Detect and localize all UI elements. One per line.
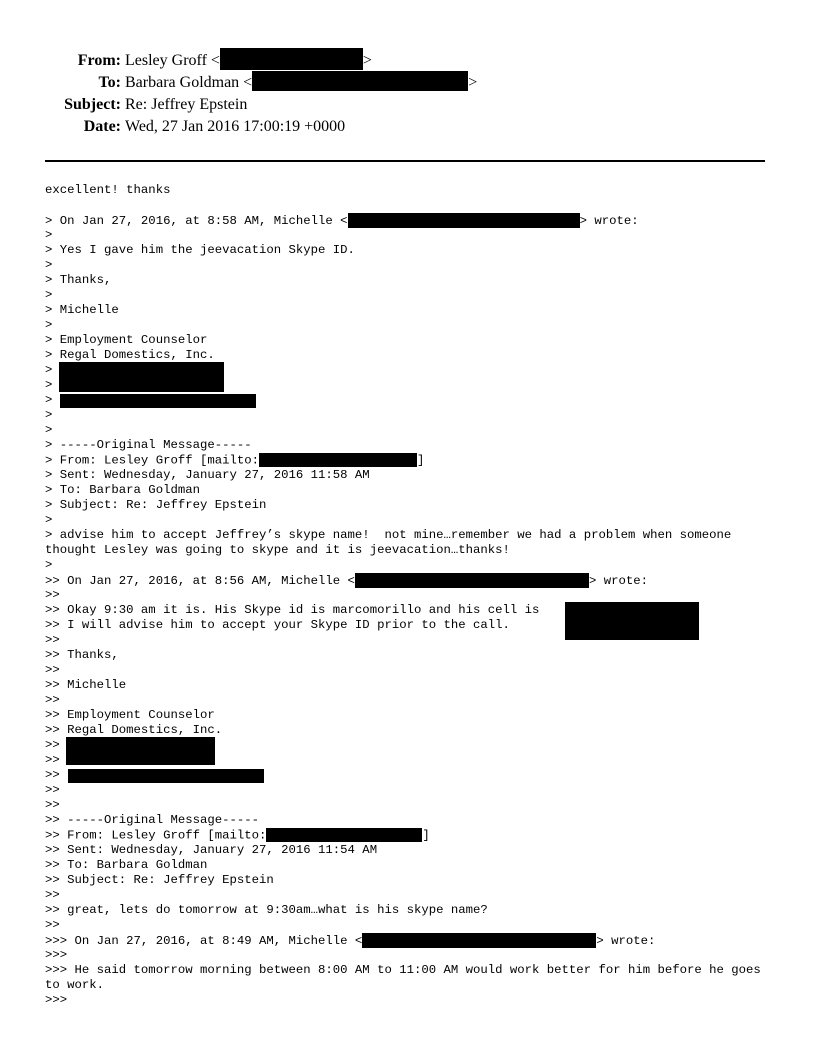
body-line: >> To: Barbara Goldman <box>45 858 208 872</box>
body-line: > <box>45 408 53 422</box>
body-line: > <box>45 228 53 242</box>
subject-value: Re: Jeffrey Epstein <box>125 96 248 113</box>
body-line: >> Thanks, <box>45 648 119 662</box>
body-line: >> <box>45 888 60 902</box>
redaction-box <box>259 453 417 467</box>
body-line: >> From: Lesley Groff [mailto: ] <box>45 828 430 843</box>
body-line: >> <box>45 768 775 783</box>
body-line: > <box>45 378 53 392</box>
body-line: > <box>45 258 53 272</box>
body-line: > <box>45 423 53 437</box>
body-line: >> Michelle <box>45 678 127 692</box>
body-line: > <box>45 318 53 332</box>
date-label: Date: <box>83 118 121 135</box>
body-line: > Regal Domestics, Inc. <box>45 348 215 362</box>
body-line: >> <box>45 588 60 602</box>
body-line: >> <box>45 738 775 753</box>
body-line: >> <box>45 798 60 812</box>
body-line: >>> <box>45 993 68 1007</box>
body-line: excellent! thanks <box>45 183 171 197</box>
body-line: >>> He said tomorrow morning between 8:00 AM to 11:00 AM would work better for him before he goes to work. <box>45 963 769 992</box>
date-row <box>0 118 816 140</box>
to-label: To: <box>98 74 121 91</box>
body-line: >>> <box>45 948 68 962</box>
body-line: >> I will advise him to accept your Skype ID prior to the call. <box>45 618 510 632</box>
header-divider <box>45 160 765 162</box>
to-row <box>0 74 816 96</box>
body-line: > Yes I gave him the jeevacation Skype ID. <box>45 243 355 257</box>
body-line: > <box>45 393 775 408</box>
body-line: > <box>45 558 53 572</box>
body-line: >> <box>45 918 60 932</box>
body-line: > <box>45 288 53 302</box>
body-line: >> great, lets do tomorrow at 9:30am…what is his skype name? <box>45 903 488 917</box>
to-value: Barbara Goldman < > <box>125 74 477 92</box>
from-value: Lesley Groff < > <box>125 52 372 70</box>
body-line: >> Sent: Wednesday, January 27, 2016 11:54 AM <box>45 843 378 857</box>
redaction-box <box>362 933 596 948</box>
email-body <box>45 183 775 1008</box>
body-line: >> <box>45 693 60 707</box>
body-line: > -----Original Message----- <box>45 438 252 452</box>
quote-attribution: >> On Jan 27, 2016, at 8:56 AM, Michelle < > wrote: <box>45 573 648 588</box>
body-line: >> Regal Domestics, Inc. <box>45 723 223 737</box>
body-line: > advise him to accept Jeffrey’s skype name! not mine…remember we had a problem when someone thought Lesley was going to skype and it is jeevacation…thanks! <box>45 528 739 557</box>
from-label: From: <box>77 52 121 69</box>
body-line: > Employment Counselor <box>45 333 208 347</box>
redaction-box <box>68 769 264 783</box>
redaction-box <box>252 71 468 91</box>
quote-attribution: >>> On Jan 27, 2016, at 8:49 AM, Michelle < > wrote: <box>45 933 656 948</box>
body-line: >> <box>45 753 60 767</box>
date-value: Wed, 27 Jan 2016 17:00:19 +0000 <box>125 118 346 135</box>
subject-row <box>0 96 816 118</box>
body-line: > Michelle <box>45 303 119 317</box>
redaction-box <box>348 213 580 228</box>
body-line: > From: Lesley Groff [mailto: ] <box>45 453 425 468</box>
redaction-box <box>60 394 256 408</box>
body-line: >> Employment Counselor <box>45 708 215 722</box>
body-line: > To: Barbara Goldman <box>45 483 200 497</box>
quote-attribution: > On Jan 27, 2016, at 8:58 AM, Michelle < > wrote: <box>45 213 639 228</box>
body-line: >> <box>45 633 60 647</box>
blank-line <box>45 198 775 213</box>
body-line: >> Subject: Re: Jeffrey Epstein <box>45 873 274 887</box>
subject-label: Subject: <box>64 96 121 113</box>
body-line: > <box>45 363 775 378</box>
body-line: >> <box>45 663 60 677</box>
redaction-box <box>220 48 363 70</box>
body-line: >> -----Original Message----- <box>45 813 260 827</box>
redaction-box <box>355 573 589 588</box>
body-line: > Subject: Re: Jeffrey Epstein <box>45 498 267 512</box>
body-line: > <box>45 513 53 527</box>
body-line: >> Okay 9:30 am it is. His Skype id is marcomorillo and his cell is <box>45 603 775 618</box>
body-line: >> <box>45 783 60 797</box>
body-line: > Thanks, <box>45 273 112 287</box>
body-line: > Sent: Wednesday, January 27, 2016 11:58 AM <box>45 468 370 482</box>
email-header <box>0 52 816 140</box>
redaction-box <box>266 828 422 842</box>
